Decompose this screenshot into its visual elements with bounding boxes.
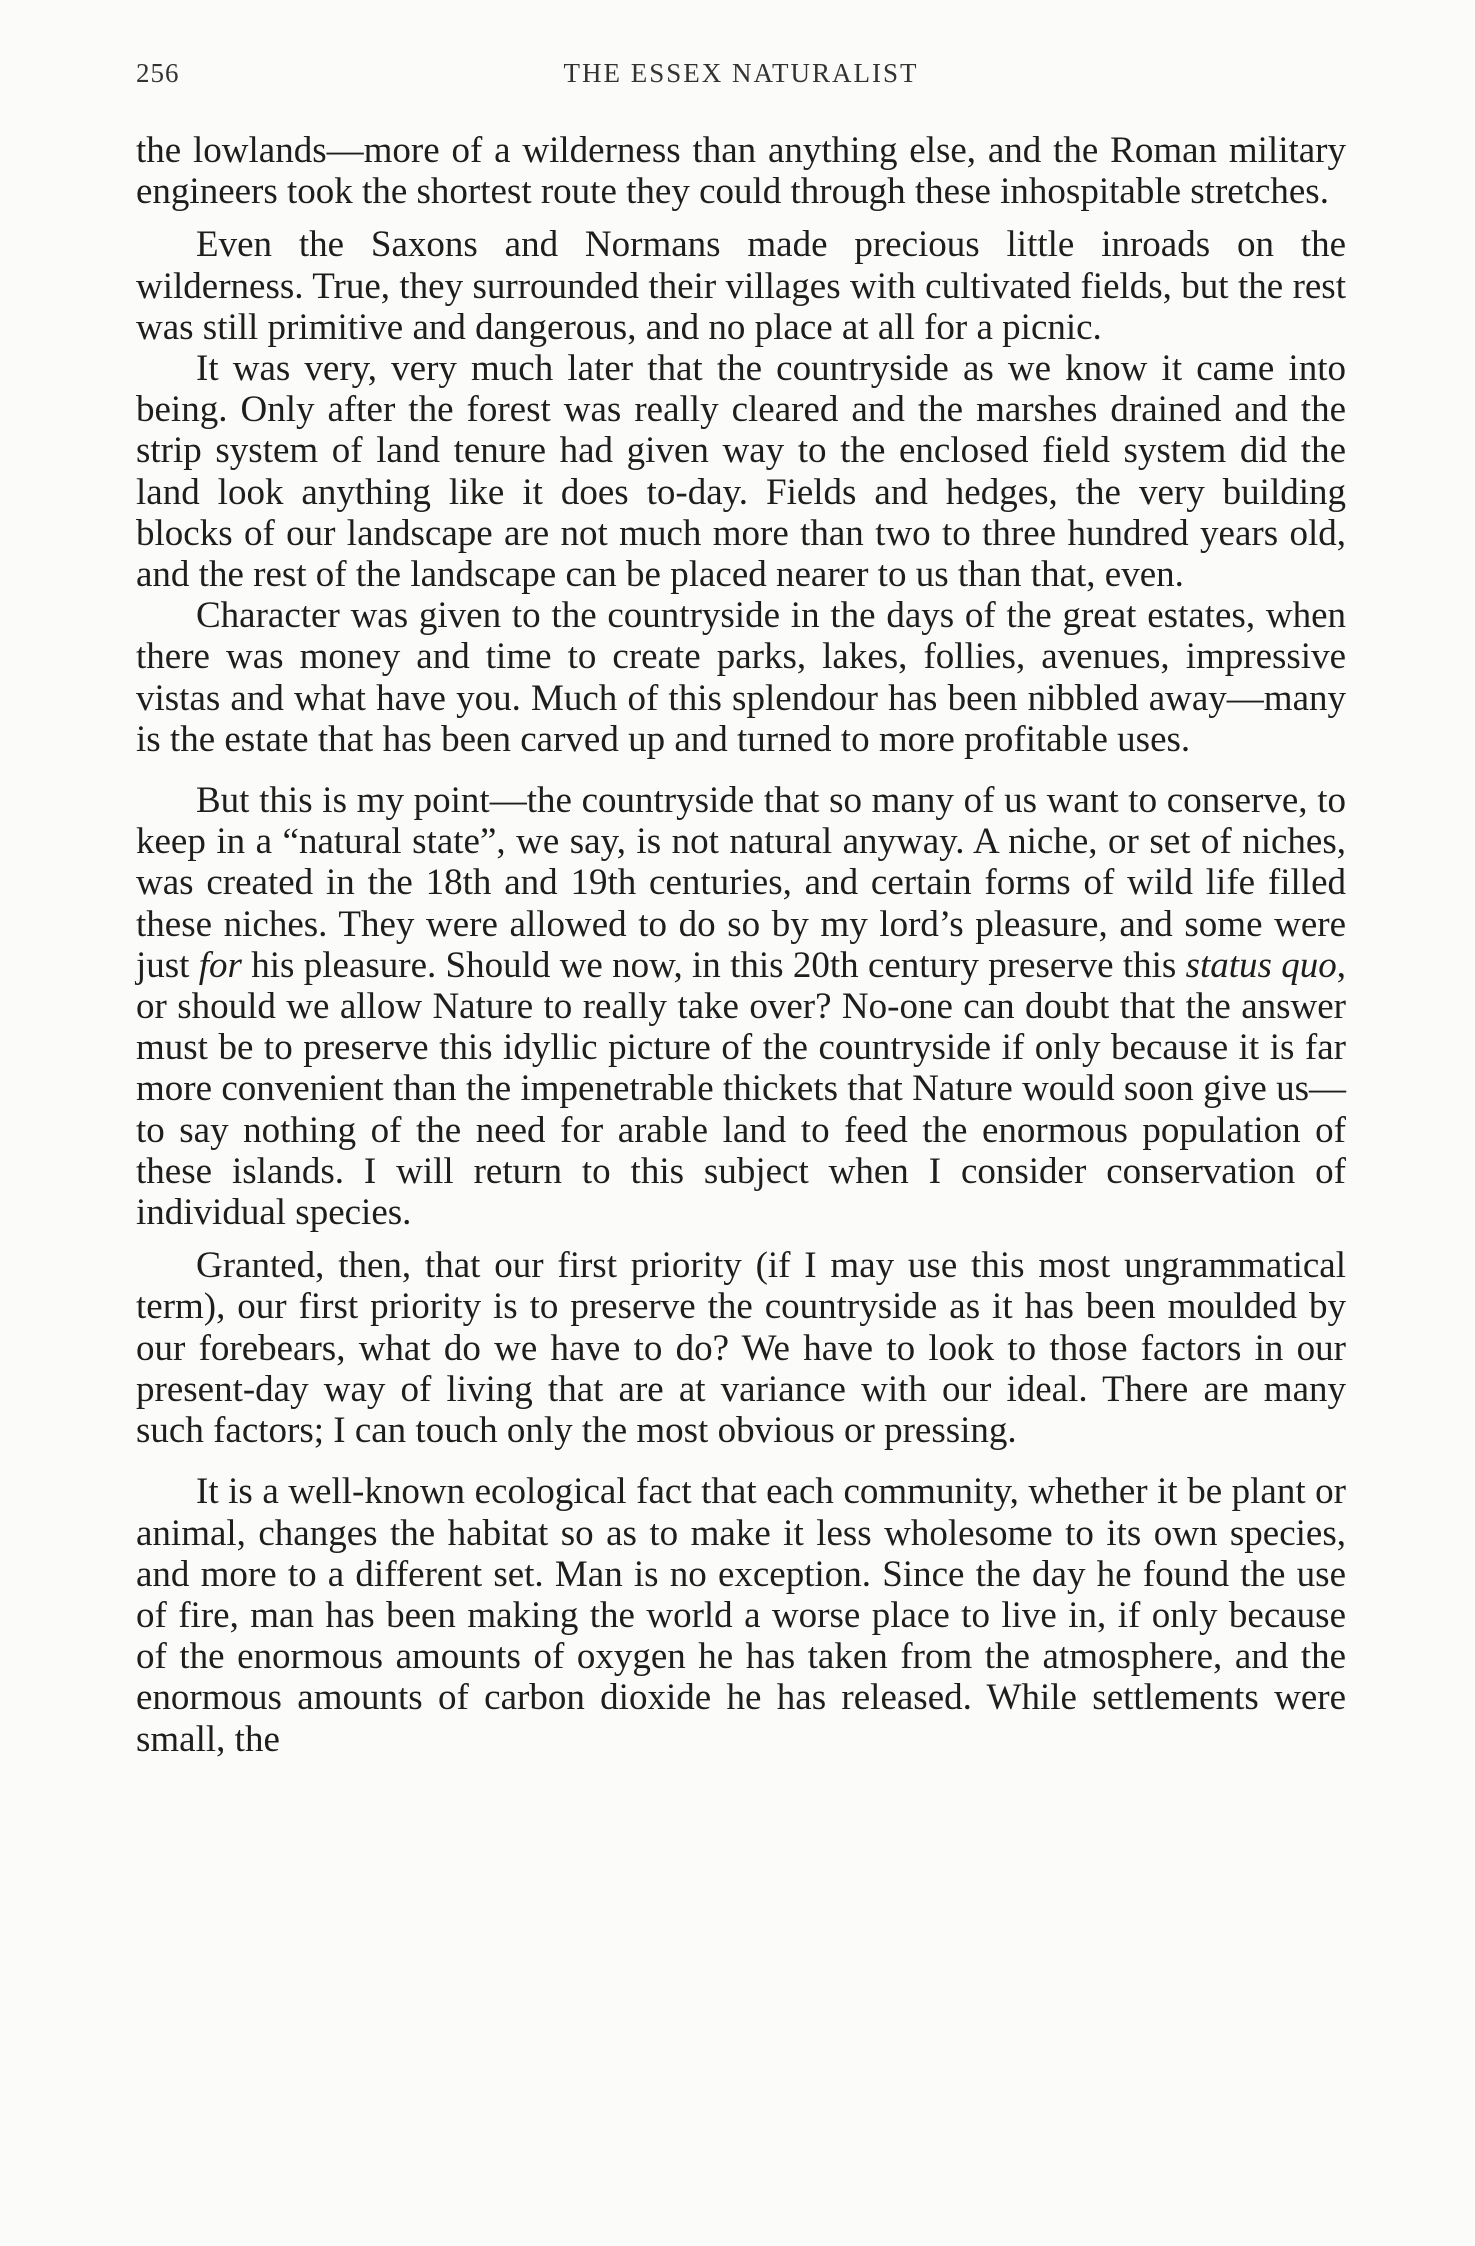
paragraph-5-part-a: But this is my point—the countryside that so many of us want to conserve, to keep in a “natural state”, we say, is not natural anyway. A niche, or set of niches, was created in the 18th and 19th centuries, and certain forms of wild life filled these niches. They were allowed to do so by my lord’s pleasure, and some were just [136,780,1346,986]
page-number: 256 [136,58,180,88]
paragraph-1: the lowlands—more of a wilderness than anything else, and the Roman military engineers took the shortest route they could through these inhospitable stretches. [136,130,1346,213]
paragraph-2: Even the Saxons and Normans made precious little inroads on the wilderness. True, they surrounded their villages with cultivated fields, but the rest was still primitive and dangerous, and no place at all for a picnic. [136,224,1346,348]
page-header [136,52,1346,92]
paragraph-7: It is a well-known ecological fact that each community, whether it be plant or animal, changes the habitat so as to make it less wholesome to its own species, and more to a different set. Man is no exception. Since the day he found the use of fire, man has been making the world a worse place to live in, if only because of the enormous amounts of oxygen he has taken from the atmosphere, and the enormous amounts of carbon dioxide he has released. While settlements were small, the [136,1471,1346,1760]
running-head: THE ESSEX NATURALIST [563,58,919,88]
body-text [136,130,1346,1760]
paragraph-5-part-c: , or should we allow Nature to really take over? No-one can doubt that the answer must be to preserve this idyllic picture of the countryside if only because it is far more convenient than the impenetrable thickets that Nature would soon give us—to say nothing of the need for arable land to feed the enormous population of these islands. I will return to this subject when I consider conservation of individual species. [136,944,1346,1234]
paragraph-4: Character was given to the countryside in the days of the great estates, when there was money and time to create parks, lakes, follies, avenues, impressive vistas and what have you. Much of this splendour has been nibbled away—many is the estate that has been carved up and turned to more profitable uses. [136,595,1346,760]
italic-status-quo: status quo [1185,944,1337,986]
paragraph-3: It was very, very much later that the countryside as we know it came into being. Only after the forest was really cleared and the marshes drained and the strip system of land tenure had given way to the enclosed field system did the land look anything like it does to-day. Fields and hedges, the very building blocks of our landscape are not much more than two to three hundred years old, and the rest of the landscape can be placed nearer to us than that, even. [136,348,1346,596]
paragraph-5-part-b: his pleasure. Should we now, in this 20th century preserve this [241,944,1186,986]
paragraph-6: Granted, then, that our first priority (if I may use this most ungrammatical term), our first priority is to preserve the countryside as it has been moulded by our forebears, what do we have to do? We have to look to those factors in our present-day way of living that are at variance with our ideal. There are many such factors; I can touch only the most obvious or pressing. [136,1245,1346,1452]
paragraph-5 [136,780,1346,1233]
italic-for: for [198,944,242,986]
